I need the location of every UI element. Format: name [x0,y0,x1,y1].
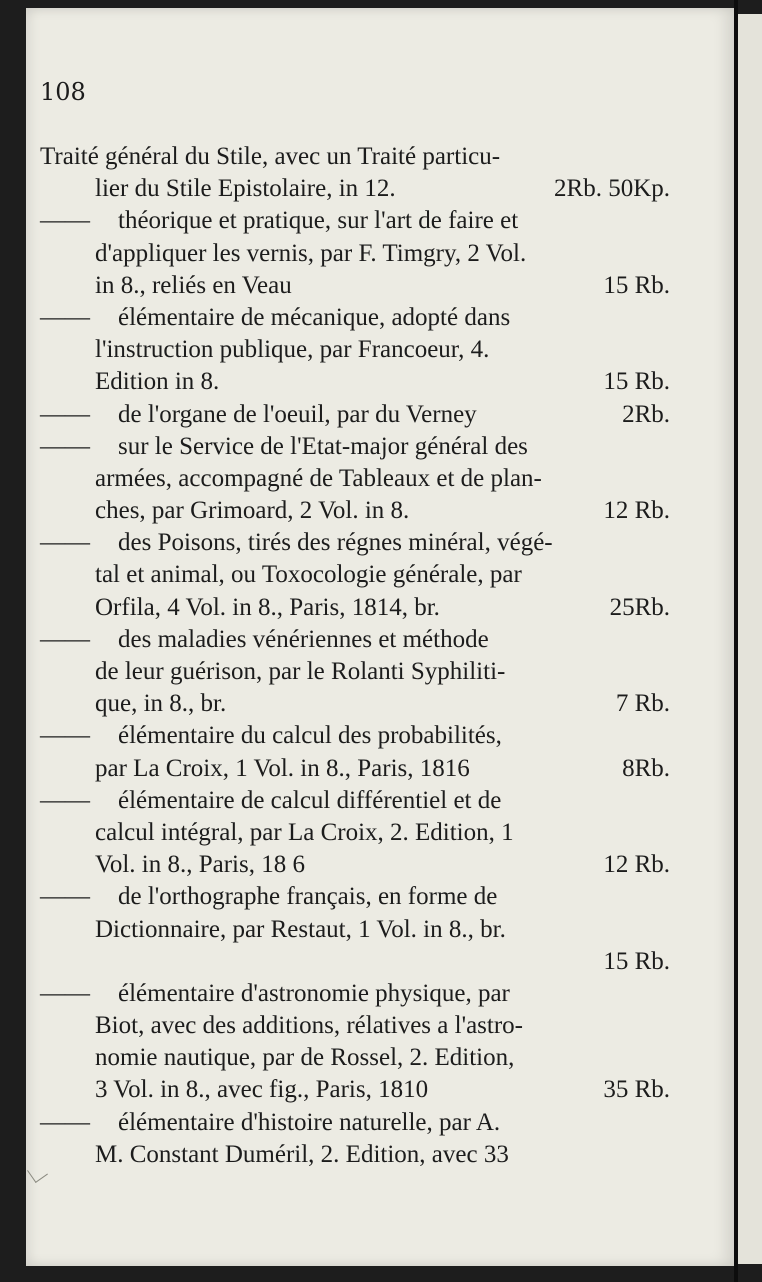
price: 15 Rb. [603,947,670,975]
entry-text [40,624,489,656]
entry-text: Biot, avec des additions, rélatives a l'astro- [95,1012,523,1040]
catalog-line [40,1010,670,1042]
entry-text [40,785,501,817]
entry-text: que, in 8., br. [95,690,227,718]
catalog-line [14,141,670,173]
entry-text: Orfila, 4 Vol. in 8., Paris, 1814, br. [95,593,440,621]
catalog-line [40,785,670,817]
ditto-dash: —— [40,786,90,814]
catalog-line [40,592,670,624]
entry-text [40,978,510,1010]
price: 12 Rb. [603,497,670,525]
entry-text: de leur guérison, par le Rolanti Syphiliti- [95,658,506,685]
ditto-dash: —— [40,883,90,911]
entry-title: élémentaire d'astronomie physique, par [118,979,510,1007]
page-number: 108 [40,78,86,106]
entry-title: de l'organe de l'oeuil, par du Verney [118,400,477,428]
entry-text: Traité général du Stile, avec un Traité particu- [40,143,501,170]
entry-title: sur le Service de l'Etat-major général des [118,432,528,460]
entry-text: Vol. in 8., Paris, 18 6 [95,851,305,879]
entry-text [40,1107,500,1139]
entry-text [40,881,497,913]
entry-title: des maladies vénériennes et méthode [118,625,489,653]
entry-title: élémentaire du calcul des probabilités, [118,722,502,750]
catalog-line [40,720,670,752]
entry-title: des Poisons, tirés des régnes minéral, végé- [118,529,553,557]
entry-title: théorique et pratique, sur l'art de faire et [118,207,519,235]
entry-text: armées, accompagné de Tableaux et de plan- [95,464,542,492]
entry-text: calcul intégral, par La Croix, 2. Edition, 1 [95,818,514,846]
entry-title: élémentaire de mécanique, adopté dans [118,303,511,331]
price: 35 Rb. [603,1076,670,1104]
ditto-dash: —— [40,400,90,428]
catalog-line [40,753,670,785]
entry-text: Edition in 8. [95,368,220,396]
catalog-line [40,914,670,946]
entry-text [40,720,502,752]
ditto-dash: —— [40,722,90,750]
catalog-line [40,559,670,591]
catalog-line [40,817,670,849]
catalog-line [40,173,670,205]
catalog-line [40,1074,670,1106]
entry-text [40,431,528,463]
entry-text [40,302,510,334]
catalog-line [40,399,670,431]
entry-title: de l'orthographe français, en forme de [118,883,498,911]
price: 7 Rb. [615,690,670,718]
entry-title: élémentaire de calcul différentiel et de [118,786,502,814]
entry-text: l'instruction publique, par Francoeur, 4. [95,336,490,364]
catalog-line [40,463,670,495]
catalog-line [40,1042,670,1074]
catalog-line [40,431,670,463]
adjacent-page-edge [738,14,762,1264]
catalog-text [40,141,670,1171]
catalog-line [40,881,670,913]
entry-text [40,527,553,559]
entry-text: in 8., reliés en Veau [95,271,292,299]
catalog-line [40,656,670,688]
price: 2Rb. [622,400,670,428]
catalog-line [40,946,670,978]
price: 15 Rb. [603,368,670,396]
entry-text: M. Constant Duméril, 2. Edition, avec 33 [95,1140,509,1168]
ditto-dash: —— [40,529,90,557]
ditto-dash: —— [40,207,90,235]
entry-text: 3 Vol. in 8., avec fig., Paris, 1810 [95,1076,429,1104]
catalog-line [40,1107,670,1139]
ditto-dash: —— [40,1108,90,1136]
ditto-dash: —— [40,303,90,331]
entry-text: tal et animal, ou Toxocologie générale, par [95,561,522,589]
catalog-line [40,1139,670,1171]
entry-text: Dictionnaire, par Restaut, 1 Vol. in 8., br. [95,915,506,943]
catalog-line [40,334,670,366]
catalog-line [40,849,670,881]
price: 25Rb. [609,593,670,621]
catalog-line [40,495,670,527]
price: 15 Rb. [603,271,670,299]
ditto-dash: —— [40,432,90,460]
price: 2Rb. 50Kp. [554,175,670,203]
entry-text: ches, par Grimoard, 2 Vol. in 8. [95,497,410,525]
catalog-line [40,624,670,656]
price: 12 Rb. [603,851,670,879]
catalog-line [40,978,670,1010]
catalog-line [40,238,670,270]
entry-text: d'appliquer les vernis, par F. Timgry, 2 Vol. [95,239,527,267]
entry-text: par La Croix, 1 Vol. in 8., Paris, 1816 [95,754,470,782]
catalog-line [40,366,670,398]
price: 8Rb. [622,754,670,782]
entry-text: nomie nautique, par de Rossel, 2. Edition, [95,1044,515,1072]
entry-text [40,205,518,237]
ditto-dash: —— [40,625,90,653]
catalog-line [40,302,670,334]
ditto-dash: —— [40,979,90,1007]
entry-text: lier du Stile Epistolaire, in 12. [95,175,396,203]
entry-title: élémentaire d'histoire naturelle, par A. [118,1108,501,1136]
catalog-line [40,270,670,302]
entry-text [40,399,477,431]
catalog-line [40,688,670,720]
catalog-line [40,205,670,237]
catalog-line [40,527,670,559]
